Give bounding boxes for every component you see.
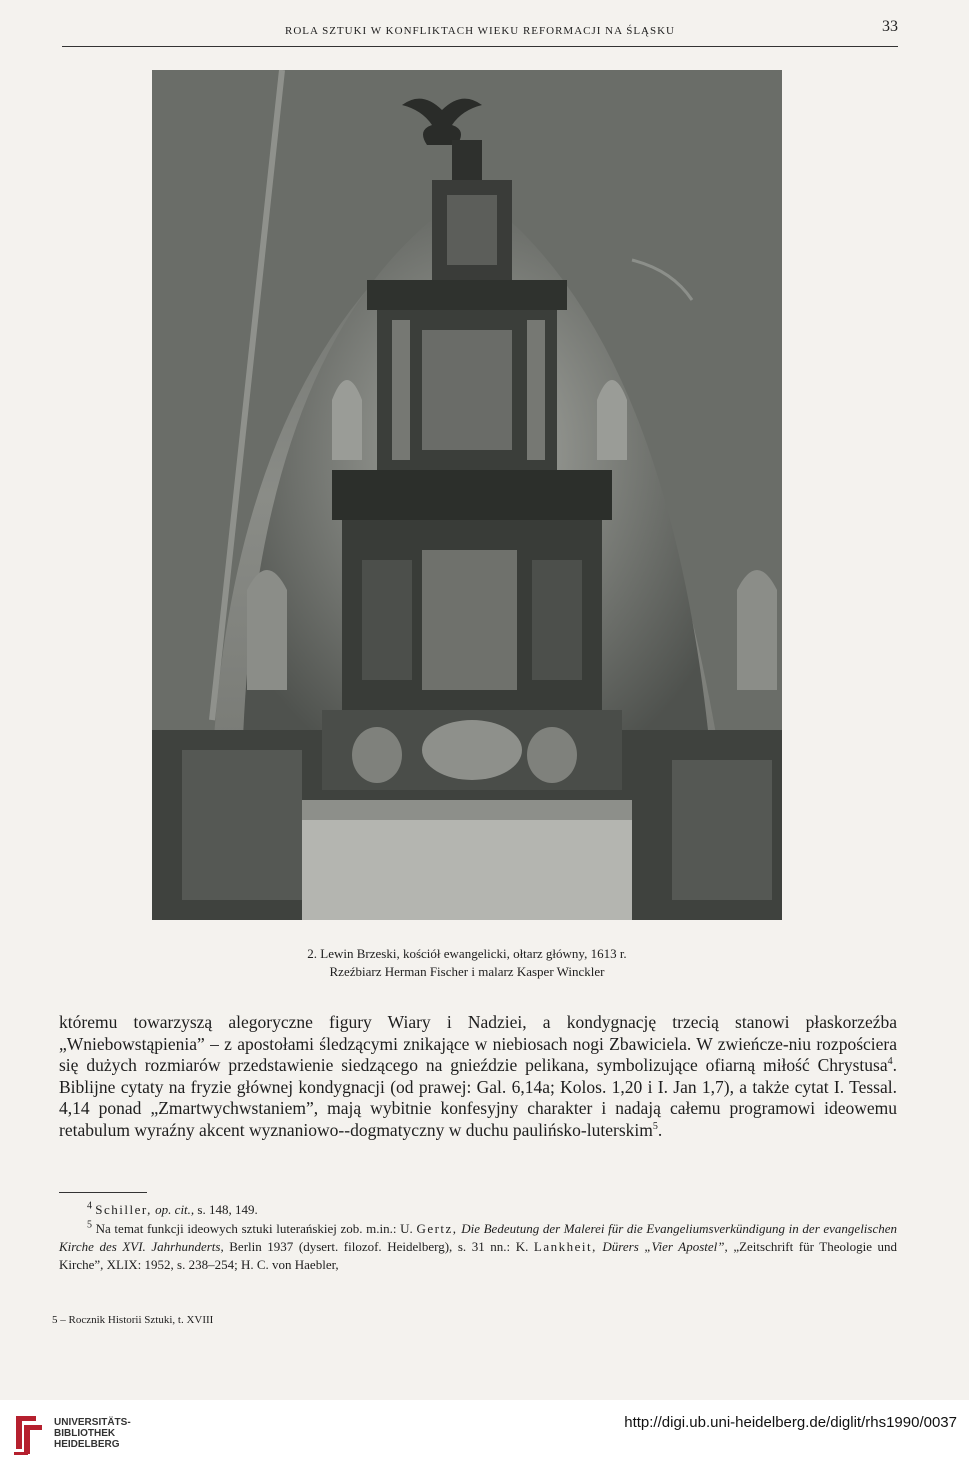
footnote-4 [59, 1201, 897, 1219]
body-text-part-1: któremu towarzyszą alegoryczne figury Wiary i Nadziei, a kondygnację trzecią stanowi płaskorzeźba „Wniebowstąpienia” – z apostołami śledzącymi znikające w niebiosach nogi Zbawiciela. W zwieńcze-niu rozpościera się dużych rozmiarów przedstawienie siedzącego na gnieździe pelikana, symbolizujące ofiarną miłość Chrystusa [59, 1012, 897, 1076]
printer-signature: 5 – Rocznik Historii Sztuki, t. XVIII [52, 1314, 214, 1326]
footnote-5-title-1: Die Bedeutung der Malerei für die Evangeliumsverkündigung in der evangelischen Kirche des XVI. Jahrhunderts, [59, 1221, 898, 1254]
footnote-4-rest: s. 148, 149. [197, 1202, 258, 1217]
altar-photo-illustration [152, 70, 782, 920]
footnote-ref-4: 4 [887, 1056, 893, 1068]
footnote-5-text-b: Berlin 1937 (dysert. filozof. Heidelberg), s. 31 nn.: K. [229, 1239, 529, 1254]
footnote-5-author-2: Lankheit, [533, 1239, 597, 1254]
figure-caption-line-2: Rzeźbiarz Herman Fischer i malarz Kasper Winckler [329, 964, 605, 979]
logo-line-1: UNIVERSITÄTS- [54, 1417, 131, 1428]
footnote-5-number: 5 [87, 1219, 92, 1231]
footnote-5-text-c: „Zeitschrift für Theologie und Kirche”, XLIX: 1952, s. 238–254; H. C. von Haebler, [59, 1239, 898, 1272]
footnote-5-author-1: Gertz, [416, 1221, 458, 1236]
logo-line-2: BIBLIOTHEK [54, 1428, 116, 1439]
footnote-5-text-a: Na temat funkcji ideowych sztuki luterańskiej zob. m.in.: U. [95, 1221, 413, 1236]
body-paragraph [59, 1012, 897, 1142]
logo-line-3: HEIDELBERG [54, 1439, 120, 1450]
figure-caption-line-1: 2. Lewin Brzeski, kościół ewangelicki, ołtarz główny, 1613 r. [307, 946, 627, 961]
footnote-divider [59, 1192, 147, 1193]
footnote-5-title-2: Dürers „Vier Apostel”, [602, 1239, 728, 1254]
library-logo-text [54, 1417, 131, 1450]
permalink-url[interactable]: http://digi.ub.uni-heidelberg.de/diglit/rhs1990/0037 [624, 1414, 957, 1431]
body-text-part-2: . Biblijne cytaty na fryzie głównej kondygnacji (od prawej: Gal. 6,14a; Kolos. 1,20 i I. Jan 1,7), a także cytat I. Tessal. 4,14 ponad „Zmartwychwstaniem”, mają wybitnie konfesyjny charakter i nadają całemu programowi ideowemu retabulum wyraźny akcent wyznaniowo--dogmatyczny w duchu paulińsko-luterskim [59, 1055, 897, 1140]
altar-photograph [152, 70, 782, 920]
page-header [62, 18, 898, 47]
running-head: ROLA SZTUKI W KONFLIKTACH WIEKU REFORMACJI NA ŚLĄSKU [285, 25, 675, 37]
footnote-5 [59, 1220, 897, 1274]
body-text-end: . [657, 1119, 663, 1140]
footnote-4-number: 4 [87, 1200, 92, 1212]
footnote-4-italic: op. cit., [155, 1202, 195, 1217]
footnote-ref-5: 5 [652, 1121, 658, 1133]
footnote-4-author: Schiller, [95, 1202, 152, 1217]
digitization-footer [0, 1400, 969, 1471]
page-number: 33 [882, 18, 898, 35]
library-logo-icon [10, 1412, 46, 1458]
